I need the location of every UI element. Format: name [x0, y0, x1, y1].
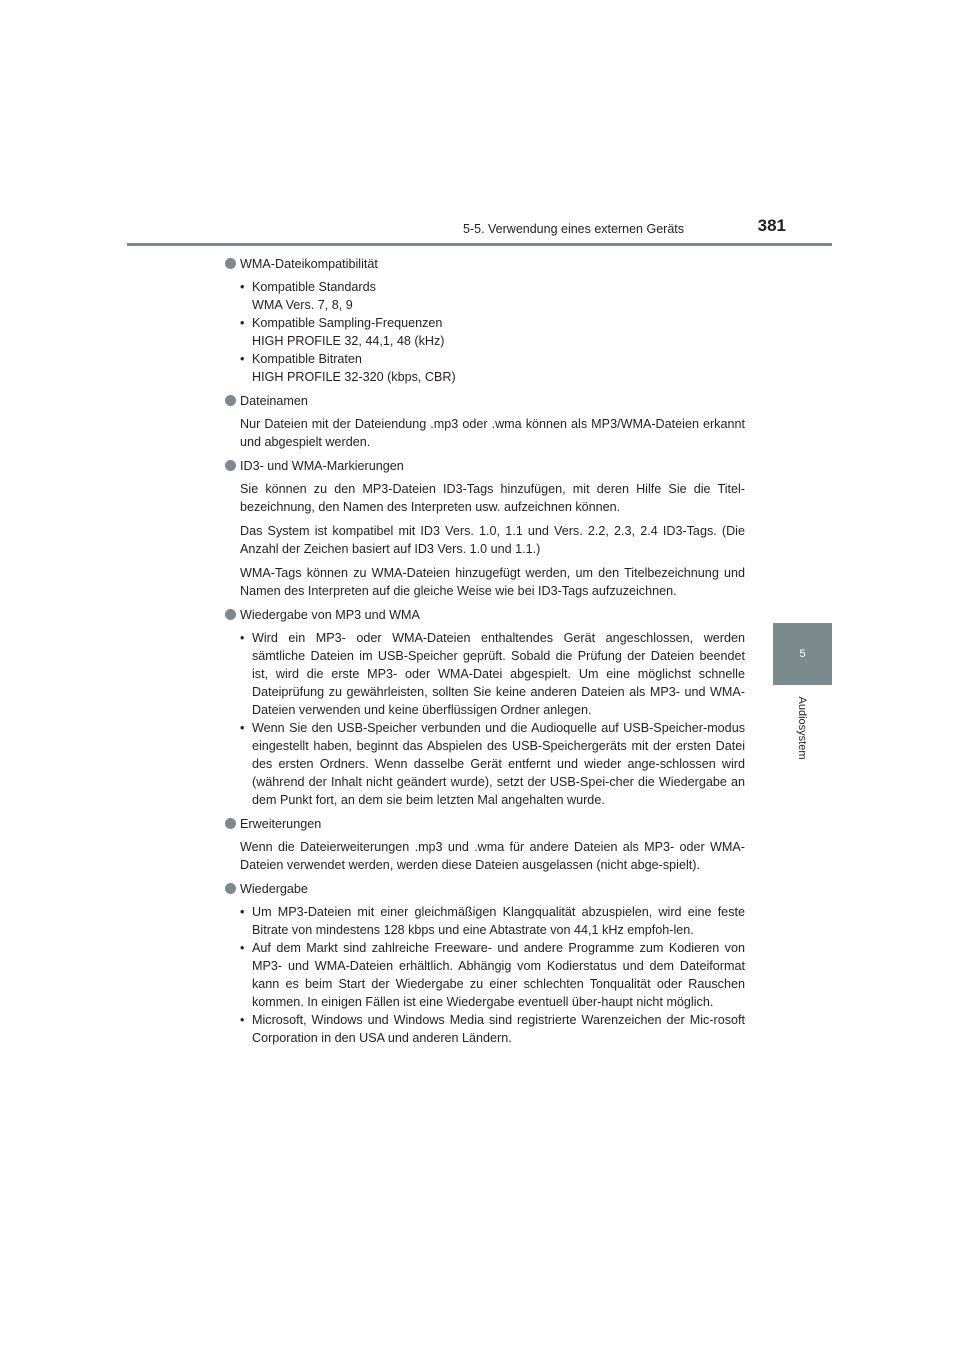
bullet-dot-icon — [225, 883, 236, 894]
header-rule — [127, 243, 832, 246]
item-list — [225, 903, 745, 1047]
list-bullet-icon: • — [240, 631, 245, 645]
main-content — [225, 255, 745, 1053]
list-item — [225, 939, 745, 1011]
bullet-dot-icon — [225, 258, 236, 269]
list-bullet-icon: • — [240, 352, 245, 366]
paragraph: Sie können zu den MP3-Dateien ID3-Tags hinzufügen, mit deren Hilfe Sie die Titel-bezeichnung, den Namen des Interpreten usw. aufzeichnen können. — [240, 482, 745, 514]
section-title — [225, 457, 745, 475]
section — [225, 880, 745, 1047]
bullet-dot-icon — [225, 395, 236, 406]
paragraph: Nur Dateien mit der Dateiendung .mp3 oder .wma können als MP3/WMA-Dateien erkannt und abgespielt werden. — [240, 417, 745, 449]
paragraph: Das System ist kompatibel mit ID3 Vers. 1.0, 1.1 und Vers. 2.2, 2.3, 2.4 ID3-Tags. (Die Anzahl der Zeichen basiert auf ID3 Vers. 1.0 und 1.1.) — [240, 524, 745, 556]
list-bullet-icon: • — [240, 316, 245, 330]
list-item — [225, 278, 745, 314]
item-list — [225, 278, 745, 386]
section-title-text: ID3- und WMA-Markierungen — [240, 459, 404, 473]
list-item — [225, 314, 745, 350]
bullet-dot-icon — [225, 609, 236, 620]
running-header: 5-5. Verwendung eines externen Geräts — [463, 222, 684, 236]
list-item — [225, 719, 745, 809]
list-item-text: Auf dem Markt sind zahlreiche Freeware- und andere Programme zum Kodieren von MP3- und WMA-Dateien erhältlich. Abhängig vom Kodierstatus und dem Dateiformat kann es beim Start der Wiedergabe zu einer schlechten Tonqualität oder Rauschen kommen. In einigen Fällen ist eine Wiedergabe eventuell über-haupt nicht möglich. — [252, 941, 745, 1009]
list-item-value: HIGH PROFILE 32, 44,1, 48 (kHz) — [252, 334, 445, 348]
list-bullet-icon: • — [240, 941, 245, 955]
list-item — [225, 1011, 745, 1047]
bullet-dot-icon — [225, 460, 236, 471]
chapter-number: 5 — [799, 648, 806, 660]
list-item-text: Wird ein MP3- oder WMA-Dateien enthaltendes Gerät angeschlossen, werden sämtliche Dateien im USB-Speicher geprüft. Sobald die Prüfung der Dateien beendet ist, wird die erste MP3- oder WMA-Datei abgespielt. Um eine möglichst schnelle Dateiprüfung zu gewährleisten, sollten Sie keine anderen Dateien als MP3- und WMA-Dateien verwenden und keine überflüssigen Ordner anlegen. — [252, 631, 745, 717]
list-item-text: Um MP3-Dateien mit einer gleichmäßigen Klangqualität abzuspielen, wird eine feste Bitrate von mindestens 128 kbps und eine Abtastrate von 44,1 kHz empfoh-len. — [252, 905, 745, 937]
section-title — [225, 255, 745, 273]
section — [225, 606, 745, 809]
section-title — [225, 392, 745, 410]
section-title-text: Wiedergabe — [240, 882, 308, 896]
list-bullet-icon: • — [240, 721, 245, 735]
list-item-text: Kompatible Bitraten — [252, 352, 362, 366]
list-item — [225, 350, 745, 386]
section-title-text: WMA-Dateikompatibilität — [240, 257, 378, 271]
list-bullet-icon: • — [240, 280, 245, 294]
paragraph: WMA-Tags können zu WMA-Dateien hinzugefügt werden, um den Titelbezeichnung und Namen des Interpreten auf die gleiche Weise wie bei ID3-Tags aufzuzeichnen. — [240, 566, 745, 598]
list-item-text: Wenn Sie den USB-Speicher verbunden und die Audioquelle auf USB-Speicher-modus eingestellt haben, beginnt das Abspielen des USB-Speichergeräts mit der ersten Datei des ersten Ordners. Wenn dasselbe Gerät entfernt und wieder ange-schlossen wird (während der Inhalt nicht geändert wurde), setzt der USB-Spei-cher die Wiedergabe an dem Punkt fort, an dem sie beim letzten Mal angehalten wurde. — [252, 721, 745, 807]
chapter-title: Audiosystem — [796, 696, 808, 760]
section — [225, 815, 745, 874]
list-bullet-icon: • — [240, 1013, 245, 1027]
page-number: 381 — [757, 216, 786, 235]
section-title-text: Erweiterungen — [240, 817, 322, 831]
section-title-text: Dateinamen — [240, 394, 308, 408]
section-title-text: Wiedergabe von MP3 und WMA — [240, 608, 420, 622]
list-item-text: Microsoft, Windows und Windows Media sind registrierte Warenzeichen der Mic-rosoft Corporation in den USA und anderen Ländern. — [252, 1013, 745, 1045]
list-item-value: WMA Vers. 7, 8, 9 — [252, 298, 353, 312]
chapter-tab — [773, 623, 832, 685]
list-item-text: Kompatible Standards — [252, 280, 376, 294]
section — [225, 457, 745, 600]
list-item-text: Kompatible Sampling-Frequenzen — [252, 316, 443, 330]
section-title — [225, 880, 745, 898]
bullet-dot-icon — [225, 818, 236, 829]
list-item — [225, 629, 745, 719]
paragraph: Wenn die Dateierweiterungen .mp3 und .wma für andere Dateien als MP3- oder WMA-Dateien verwendet werden, werden diese Dateien ausgelassen (nicht abge-spielt). — [240, 840, 745, 872]
section-title — [225, 606, 745, 624]
list-bullet-icon: • — [240, 905, 245, 919]
section — [225, 392, 745, 451]
section — [225, 255, 745, 386]
item-list — [225, 629, 745, 809]
section-title — [225, 815, 745, 833]
list-item — [225, 903, 745, 939]
list-item-value: HIGH PROFILE 32-320 (kbps, CBR) — [252, 370, 456, 384]
